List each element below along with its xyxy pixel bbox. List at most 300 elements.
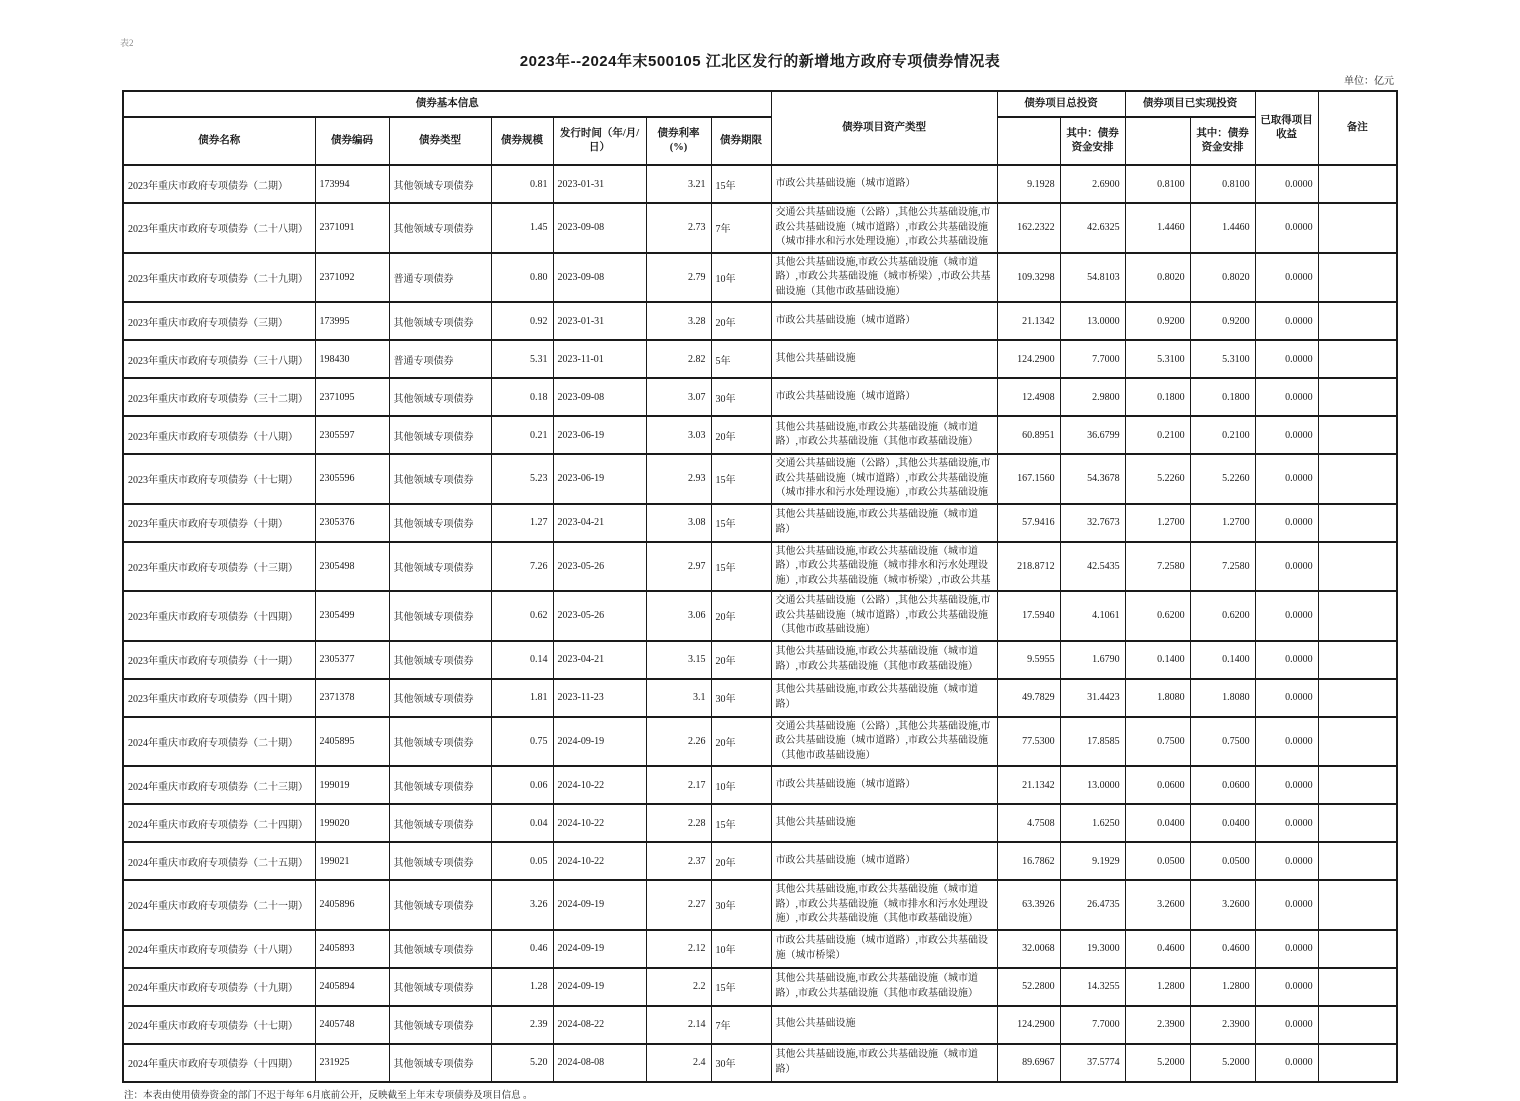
cell-remark: [1318, 253, 1397, 303]
cell-remark: [1318, 302, 1397, 340]
table-row: [123, 416, 1397, 454]
cell-bond-type: 其他领域专项债券: [389, 302, 491, 340]
cell-issue-date: 2023-09-08: [553, 253, 646, 303]
cell-remark: [1318, 378, 1397, 416]
unit-label: 单位：亿元: [1344, 76, 1394, 87]
footnote: 注：本表由使用债券资金的部门不迟于每年 6月底前公开，反映截至上年末专项债券及项目信息 。: [124, 1090, 533, 1101]
cell-bond-term: 15年: [711, 454, 771, 504]
cell-total-fund-arrangement: 1.6250: [1060, 804, 1125, 842]
table-row: [123, 766, 1397, 804]
cell-bond-name: 2023年重庆市政府专项债券（三十二期）: [123, 378, 315, 416]
cell-total-fund-arrangement: 9.1929: [1060, 842, 1125, 880]
cell-realized-investment: 0.8100: [1125, 165, 1190, 203]
cell-total-investment: 57.9416: [997, 504, 1060, 542]
cell-issue-date: 2024-09-19: [553, 717, 646, 767]
cell-interest-rate: 2.17: [646, 766, 711, 804]
cell-bond-scale: 1.27: [491, 504, 553, 542]
cell-bond-type: 其他领域专项债券: [389, 165, 491, 203]
cell-issue-date: 2024-10-22: [553, 842, 646, 880]
cell-total-fund-arrangement: 42.5435: [1060, 542, 1125, 592]
cell-bond-code: 198430: [315, 340, 389, 378]
cell-issue-date: 2023-11-01: [553, 340, 646, 378]
cell-bond-scale: 0.80: [491, 253, 553, 303]
cell-bond-code: 2371095: [315, 378, 389, 416]
cell-interest-rate: 3.06: [646, 591, 711, 641]
cell-total-investment: 16.7862: [997, 842, 1060, 880]
cell-issue-date: 2024-09-19: [553, 968, 646, 1006]
header-realized-fund-arrangement-label: 其中：债券资金安排: [1190, 117, 1255, 165]
cell-asset-type: 其他公共基础设施,市政公共基础设施（城市道路）,市政公共基础设施（其他市政基础设施）: [771, 968, 997, 1006]
cell-interest-rate: 3.1: [646, 679, 711, 717]
cell-realized-fund-arrangement: 7.2580: [1190, 542, 1255, 592]
cell-bond-name: 2023年重庆市政府专项债券（三十八期）: [123, 340, 315, 378]
cell-bond-name: 2023年重庆市政府专项债券（十三期）: [123, 542, 315, 592]
table-row: [123, 641, 1397, 679]
cell-bond-name: 2024年重庆市政府专项债券（十九期）: [123, 968, 315, 1006]
cell-project-income: 0.0000: [1255, 717, 1318, 767]
cell-issue-date: 2023-06-19: [553, 416, 646, 454]
cell-bond-scale: 0.62: [491, 591, 553, 641]
cell-bond-scale: 3.26: [491, 880, 553, 930]
cell-asset-type: 其他公共基础设施,市政公共基础设施（城市道路）,市政公共基础设施（城市桥梁）,市政公共基础设施（其他市政基础设施）: [771, 253, 997, 303]
cell-bond-scale: 2.39: [491, 1006, 553, 1044]
table-row: [123, 804, 1397, 842]
cell-realized-investment: 5.2000: [1125, 1044, 1190, 1082]
cell-bond-term: 15年: [711, 504, 771, 542]
cell-realized-fund-arrangement: 5.2000: [1190, 1044, 1255, 1082]
cell-bond-type: 其他领域专项债券: [389, 454, 491, 504]
cell-bond-name: 2024年重庆市政府专项债券（十四期）: [123, 1044, 315, 1082]
cell-remark: [1318, 968, 1397, 1006]
cell-total-fund-arrangement: 42.6325: [1060, 203, 1125, 253]
cell-remark: [1318, 930, 1397, 968]
cell-remark: [1318, 880, 1397, 930]
cell-issue-date: 2023-05-26: [553, 542, 646, 592]
header-total-fund-arrangement-label: 其中：债券资金安排: [1060, 117, 1125, 165]
cell-bond-code: 2405748: [315, 1006, 389, 1044]
cell-total-investment: 21.1342: [997, 302, 1060, 340]
cell-bond-term: 20年: [711, 842, 771, 880]
cell-interest-rate: 2.2: [646, 968, 711, 1006]
corner-mark: 表2: [120, 38, 134, 48]
cell-bond-term: 30年: [711, 378, 771, 416]
cell-remark: [1318, 416, 1397, 454]
cell-project-income: 0.0000: [1255, 203, 1318, 253]
cell-asset-type: 其他公共基础设施,市政公共基础设施（城市道路）,市政公共基础设施（城市排水和污水处理设施）,市政公共基础设施（其他市政基础设施）: [771, 880, 997, 930]
cell-project-income: 0.0000: [1255, 591, 1318, 641]
cell-remark: [1318, 504, 1397, 542]
cell-project-income: 0.0000: [1255, 378, 1318, 416]
table-row: [123, 165, 1397, 203]
cell-bond-term: 20年: [711, 302, 771, 340]
cell-remark: [1318, 804, 1397, 842]
cell-realized-fund-arrangement: 0.0600: [1190, 766, 1255, 804]
cell-project-income: 0.0000: [1255, 504, 1318, 542]
table-row: [123, 378, 1397, 416]
cell-project-income: 0.0000: [1255, 968, 1318, 1006]
cell-total-fund-arrangement: 37.5774: [1060, 1044, 1125, 1082]
cell-issue-date: 2023-01-31: [553, 302, 646, 340]
cell-bond-name: 2024年重庆市政府专项债券（二十期）: [123, 717, 315, 767]
cell-total-fund-arrangement: 26.4735: [1060, 880, 1125, 930]
cell-remark: [1318, 454, 1397, 504]
cell-issue-date: 2024-08-08: [553, 1044, 646, 1082]
cell-bond-code: 2305596: [315, 454, 389, 504]
header-asset-type: 债券项目资产类型: [771, 91, 997, 165]
cell-issue-date: 2024-10-22: [553, 804, 646, 842]
cell-bond-type: 其他领域专项债券: [389, 416, 491, 454]
cell-interest-rate: 3.07: [646, 378, 711, 416]
cell-issue-date: 2023-11-23: [553, 679, 646, 717]
cell-bond-term: 10年: [711, 766, 771, 804]
cell-bond-scale: 0.18: [491, 378, 553, 416]
cell-bond-term: 15年: [711, 542, 771, 592]
cell-total-fund-arrangement: 54.3678: [1060, 454, 1125, 504]
cell-bond-name: 2023年重庆市政府专项债券（十一期）: [123, 641, 315, 679]
cell-bond-code: 199020: [315, 804, 389, 842]
cell-bond-type: 其他领域专项债券: [389, 591, 491, 641]
cell-interest-rate: 2.14: [646, 1006, 711, 1044]
cell-bond-code: 2305597: [315, 416, 389, 454]
cell-realized-fund-arrangement: 5.2260: [1190, 454, 1255, 504]
table-row: [123, 302, 1397, 340]
cell-bond-scale: 1.81: [491, 679, 553, 717]
cell-total-investment: 21.1342: [997, 766, 1060, 804]
cell-realized-fund-arrangement: 0.7500: [1190, 717, 1255, 767]
cell-interest-rate: 2.37: [646, 842, 711, 880]
table-row: [123, 880, 1397, 930]
cell-total-investment: 109.3298: [997, 253, 1060, 303]
cell-issue-date: 2023-04-21: [553, 504, 646, 542]
cell-bond-scale: 7.26: [491, 542, 553, 592]
table-row: [123, 203, 1397, 253]
cell-bond-type: 其他领域专项债券: [389, 880, 491, 930]
cell-interest-rate: 3.08: [646, 504, 711, 542]
cell-bond-type: 其他领域专项债券: [389, 1006, 491, 1044]
cell-bond-code: 2371378: [315, 679, 389, 717]
cell-remark: [1318, 641, 1397, 679]
cell-bond-scale: 0.21: [491, 416, 553, 454]
cell-remark: [1318, 165, 1397, 203]
cell-realized-fund-arrangement: 0.8100: [1190, 165, 1255, 203]
cell-bond-type: 其他领域专项债券: [389, 804, 491, 842]
cell-realized-fund-arrangement: 0.0500: [1190, 842, 1255, 880]
cell-total-fund-arrangement: 2.9800: [1060, 378, 1125, 416]
cell-remark: [1318, 1044, 1397, 1082]
cell-realized-investment: 0.9200: [1125, 302, 1190, 340]
cell-bond-code: 199021: [315, 842, 389, 880]
cell-total-fund-arrangement: 17.8585: [1060, 717, 1125, 767]
cell-total-investment: 124.2900: [997, 340, 1060, 378]
cell-realized-investment: 1.2700: [1125, 504, 1190, 542]
table-row: [123, 1006, 1397, 1044]
cell-bond-type: 其他领域专项债券: [389, 717, 491, 767]
cell-bond-name: 2023年重庆市政府专项债券（十七期）: [123, 454, 315, 504]
cell-asset-type: 其他公共基础设施,市政公共基础设施（城市道路）,市政公共基础设施（城市排水和污水处理设施）,市政公共基础设施（城市桥梁）,市政公共基: [771, 542, 997, 592]
cell-issue-date: 2024-08-22: [553, 1006, 646, 1044]
header-group-basic-info: 债券基本信息: [123, 91, 771, 117]
cell-project-income: 0.0000: [1255, 340, 1318, 378]
cell-interest-rate: 2.4: [646, 1044, 711, 1082]
cell-asset-type: 其他公共基础设施: [771, 340, 997, 378]
cell-bond-code: 2305377: [315, 641, 389, 679]
cell-remark: [1318, 766, 1397, 804]
cell-bond-code: 2371091: [315, 203, 389, 253]
cell-project-income: 0.0000: [1255, 880, 1318, 930]
cell-project-income: 0.0000: [1255, 253, 1318, 303]
cell-realized-investment: 0.7500: [1125, 717, 1190, 767]
cell-bond-scale: 0.75: [491, 717, 553, 767]
cell-bond-term: 20年: [711, 717, 771, 767]
cell-issue-date: 2024-09-19: [553, 880, 646, 930]
cell-bond-name: 2024年重庆市政府专项债券（二十三期）: [123, 766, 315, 804]
cell-interest-rate: 2.28: [646, 804, 711, 842]
cell-bond-scale: 0.05: [491, 842, 553, 880]
header-bond-type: 债券类型: [389, 117, 491, 165]
header-realized-fund-arrangement: [1125, 117, 1190, 165]
cell-realized-fund-arrangement: 0.0400: [1190, 804, 1255, 842]
header-bond-name: 债券名称: [123, 117, 315, 165]
cell-bond-scale: 5.31: [491, 340, 553, 378]
cell-project-income: 0.0000: [1255, 416, 1318, 454]
cell-asset-type: 其他公共基础设施,市政公共基础设施（城市道路）: [771, 679, 997, 717]
cell-asset-type: 其他公共基础设施: [771, 1006, 997, 1044]
cell-bond-name: 2024年重庆市政府专项债券（二十五期）: [123, 842, 315, 880]
cell-bond-term: 20年: [711, 641, 771, 679]
cell-bond-term: 10年: [711, 930, 771, 968]
cell-bond-type: 其他领域专项债券: [389, 1044, 491, 1082]
cell-bond-scale: 0.06: [491, 766, 553, 804]
cell-total-fund-arrangement: 7.7000: [1060, 1006, 1125, 1044]
cell-bond-term: 5年: [711, 340, 771, 378]
cell-project-income: 0.0000: [1255, 165, 1318, 203]
cell-total-investment: 17.5940: [997, 591, 1060, 641]
cell-total-fund-arrangement: 36.6799: [1060, 416, 1125, 454]
table-row: [123, 968, 1397, 1006]
table-row: [123, 340, 1397, 378]
cell-realized-investment: 0.0600: [1125, 766, 1190, 804]
cell-bond-term: 30年: [711, 1044, 771, 1082]
cell-interest-rate: 2.12: [646, 930, 711, 968]
cell-project-income: 0.0000: [1255, 454, 1318, 504]
header-row-groups: [123, 91, 1397, 117]
cell-bond-code: 2405896: [315, 880, 389, 930]
cell-project-income: 0.0000: [1255, 1006, 1318, 1044]
cell-bond-type: 其他领域专项债券: [389, 542, 491, 592]
cell-bond-name: 2024年重庆市政府专项债券（十七期）: [123, 1006, 315, 1044]
cell-bond-type: 普通专项债券: [389, 340, 491, 378]
cell-bond-name: 2023年重庆市政府专项债券（十四期）: [123, 591, 315, 641]
cell-total-investment: 9.5955: [997, 641, 1060, 679]
cell-realized-investment: 0.1400: [1125, 641, 1190, 679]
cell-realized-fund-arrangement: 0.1400: [1190, 641, 1255, 679]
cell-bond-name: 2023年重庆市政府专项债券（二十九期）: [123, 253, 315, 303]
cell-bond-scale: 0.81: [491, 165, 553, 203]
cell-total-investment: 9.1928: [997, 165, 1060, 203]
cell-project-income: 0.0000: [1255, 930, 1318, 968]
cell-project-income: 0.0000: [1255, 542, 1318, 592]
cell-issue-date: 2024-09-19: [553, 930, 646, 968]
cell-interest-rate: 2.26: [646, 717, 711, 767]
cell-realized-fund-arrangement: 5.3100: [1190, 340, 1255, 378]
table-row: [123, 842, 1397, 880]
cell-interest-rate: 3.21: [646, 165, 711, 203]
cell-remark: [1318, 340, 1397, 378]
cell-realized-investment: 0.0500: [1125, 842, 1190, 880]
cell-asset-type: 市政公共基础设施（城市道路）: [771, 302, 997, 340]
cell-total-fund-arrangement: 19.3000: [1060, 930, 1125, 968]
cell-bond-name: 2024年重庆市政府专项债券（十八期）: [123, 930, 315, 968]
cell-realized-fund-arrangement: 1.8080: [1190, 679, 1255, 717]
cell-realized-investment: 0.1800: [1125, 378, 1190, 416]
cell-total-investment: 167.1560: [997, 454, 1060, 504]
cell-bond-term: 15年: [711, 804, 771, 842]
cell-bond-term: 15年: [711, 968, 771, 1006]
table-header: [123, 91, 1397, 165]
cell-remark: [1318, 1006, 1397, 1044]
cell-total-fund-arrangement: 1.6790: [1060, 641, 1125, 679]
cell-realized-investment: 0.6200: [1125, 591, 1190, 641]
cell-total-investment: 32.0068: [997, 930, 1060, 968]
cell-total-investment: 124.2900: [997, 1006, 1060, 1044]
cell-issue-date: 2024-10-22: [553, 766, 646, 804]
cell-total-investment: 218.8712: [997, 542, 1060, 592]
cell-realized-fund-arrangement: 2.3900: [1190, 1006, 1255, 1044]
table-row: [123, 454, 1397, 504]
header-bond-term: 债券期限: [711, 117, 771, 165]
cell-total-fund-arrangement: 13.0000: [1060, 302, 1125, 340]
cell-issue-date: 2023-09-08: [553, 378, 646, 416]
cell-interest-rate: 2.82: [646, 340, 711, 378]
cell-total-investment: 12.4908: [997, 378, 1060, 416]
cell-project-income: 0.0000: [1255, 679, 1318, 717]
cell-issue-date: 2023-01-31: [553, 165, 646, 203]
header-total-fund-arrangement: [997, 117, 1060, 165]
cell-remark: [1318, 717, 1397, 767]
cell-bond-name: 2024年重庆市政府专项债券（二十四期）: [123, 804, 315, 842]
cell-remark: [1318, 203, 1397, 253]
cell-bond-name: 2023年重庆市政府专项债券（三期）: [123, 302, 315, 340]
cell-bond-name: 2023年重庆市政府专项债券（四十期）: [123, 679, 315, 717]
cell-asset-type: 其他公共基础设施,市政公共基础设施（城市道路）,市政公共基础设施（其他市政基础设施）: [771, 641, 997, 679]
cell-bond-scale: 5.20: [491, 1044, 553, 1082]
cell-bond-type: 普通专项债券: [389, 253, 491, 303]
cell-asset-type: 交通公共基础设施（公路）,其他公共基础设施,市政公共基础设施（城市道路）,市政公共基础设施（其他市政基础设施）: [771, 591, 997, 641]
cell-interest-rate: 3.15: [646, 641, 711, 679]
header-project-income: 已取得项目收益: [1255, 91, 1318, 165]
cell-realized-fund-arrangement: 1.2800: [1190, 968, 1255, 1006]
header-row-sub: [123, 117, 1397, 165]
cell-project-income: 0.0000: [1255, 302, 1318, 340]
cell-total-investment: 162.2322: [997, 203, 1060, 253]
cell-bond-scale: 5.23: [491, 454, 553, 504]
cell-project-income: 0.0000: [1255, 804, 1318, 842]
header-interest-rate: 债券利率(%): [646, 117, 711, 165]
cell-remark: [1318, 679, 1397, 717]
cell-issue-date: 2023-04-21: [553, 641, 646, 679]
cell-bond-type: 其他领域专项债券: [389, 504, 491, 542]
cell-asset-type: 市政公共基础设施（城市道路）: [771, 766, 997, 804]
cell-bond-code: 2405895: [315, 717, 389, 767]
cell-interest-rate: 2.27: [646, 880, 711, 930]
cell-total-investment: 77.5300: [997, 717, 1060, 767]
cell-total-fund-arrangement: 31.4423: [1060, 679, 1125, 717]
cell-total-fund-arrangement: 54.8103: [1060, 253, 1125, 303]
cell-realized-fund-arrangement: 1.4460: [1190, 203, 1255, 253]
cell-realized-investment: 0.4600: [1125, 930, 1190, 968]
cell-interest-rate: 2.97: [646, 542, 711, 592]
table-row: [123, 679, 1397, 717]
cell-bond-code: 199019: [315, 766, 389, 804]
cell-bond-type: 其他领域专项债券: [389, 930, 491, 968]
cell-realized-fund-arrangement: 0.4600: [1190, 930, 1255, 968]
cell-bond-term: 20年: [711, 416, 771, 454]
cell-total-fund-arrangement: 14.3255: [1060, 968, 1125, 1006]
cell-realized-investment: 5.3100: [1125, 340, 1190, 378]
cell-project-income: 0.0000: [1255, 1044, 1318, 1082]
cell-realized-fund-arrangement: 0.9200: [1190, 302, 1255, 340]
cell-realized-investment: 1.8080: [1125, 679, 1190, 717]
cell-bond-term: 7年: [711, 1006, 771, 1044]
cell-bond-code: 2371092: [315, 253, 389, 303]
cell-total-fund-arrangement: 32.7673: [1060, 504, 1125, 542]
header-group-realized-investment: 债券项目已实现投资: [1125, 91, 1255, 117]
cell-bond-type: 其他领域专项债券: [389, 679, 491, 717]
cell-bond-scale: 0.92: [491, 302, 553, 340]
cell-bond-term: 20年: [711, 591, 771, 641]
cell-project-income: 0.0000: [1255, 766, 1318, 804]
cell-bond-code: 2305499: [315, 591, 389, 641]
cell-bond-code: 173994: [315, 165, 389, 203]
cell-remark: [1318, 591, 1397, 641]
cell-asset-type: 市政公共基础设施（城市道路）: [771, 165, 997, 203]
cell-interest-rate: 3.28: [646, 302, 711, 340]
cell-realized-investment: 5.2260: [1125, 454, 1190, 504]
cell-bond-code: 231925: [315, 1044, 389, 1082]
cell-bond-name: 2024年重庆市政府专项债券（二十一期）: [123, 880, 315, 930]
cell-realized-investment: 1.4460: [1125, 203, 1190, 253]
table-row: [123, 504, 1397, 542]
cell-asset-type: 其他公共基础设施,市政公共基础设施（城市道路）: [771, 1044, 997, 1082]
cell-project-income: 0.0000: [1255, 842, 1318, 880]
cell-total-investment: 52.2800: [997, 968, 1060, 1006]
cell-bond-scale: 1.28: [491, 968, 553, 1006]
table-container: [122, 72, 1396, 1101]
cell-realized-fund-arrangement: 1.2700: [1190, 504, 1255, 542]
cell-bond-scale: 0.14: [491, 641, 553, 679]
cell-asset-type: 市政公共基础设施（城市道路）,市政公共基础设施（城市桥梁）: [771, 930, 997, 968]
cell-realized-investment: 3.2600: [1125, 880, 1190, 930]
cell-total-investment: 60.8951: [997, 416, 1060, 454]
page-title: 2023年--2024年末500105 江北区发行的新增地方政府专项债券情况表: [519, 53, 1001, 70]
cell-bond-code: 2405893: [315, 930, 389, 968]
cell-bond-code: 2405894: [315, 968, 389, 1006]
header-bond-code: 债券编码: [315, 117, 389, 165]
cell-total-fund-arrangement: 2.6900: [1060, 165, 1125, 203]
cell-asset-type: 市政公共基础设施（城市道路）: [771, 378, 997, 416]
cell-realized-investment: 0.0400: [1125, 804, 1190, 842]
cell-bond-scale: 1.45: [491, 203, 553, 253]
cell-bond-name: 2023年重庆市政府专项债券（二期）: [123, 165, 315, 203]
cell-total-fund-arrangement: 7.7000: [1060, 340, 1125, 378]
cell-bond-term: 15年: [711, 165, 771, 203]
header-bond-scale: 债券规模: [491, 117, 553, 165]
cell-total-investment: 49.7829: [997, 679, 1060, 717]
table-row: [123, 591, 1397, 641]
cell-remark: [1318, 842, 1397, 880]
cell-asset-type: 市政公共基础设施（城市道路）: [771, 842, 997, 880]
cell-asset-type: 交通公共基础设施（公路）,其他公共基础设施,市政公共基础设施（城市道路）,市政公共基础设施（城市排水和污水处理设施）,市政公共基础设施: [771, 203, 997, 253]
